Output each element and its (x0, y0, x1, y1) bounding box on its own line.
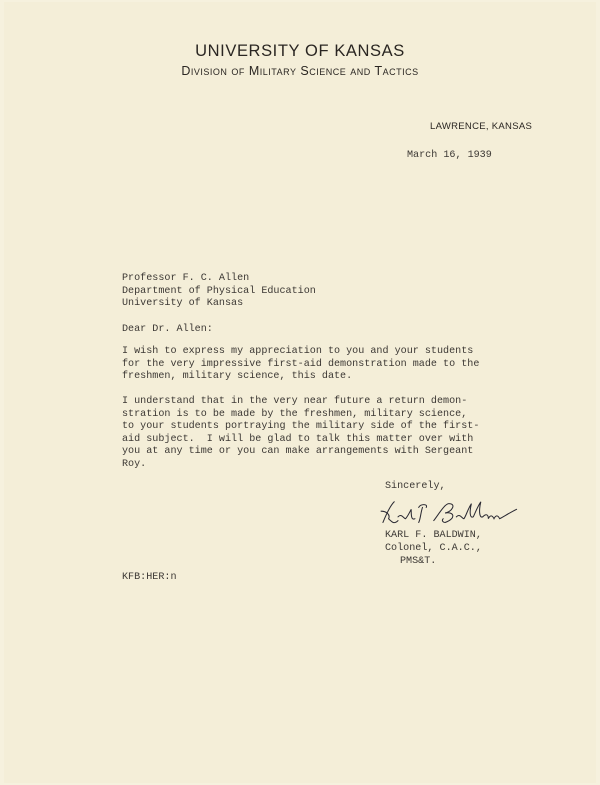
signatory-name: KARL F. BALDWIN, (385, 530, 482, 541)
letterhead-institution: UNIVERSITY OF KANSAS (195, 42, 405, 60)
letterhead-division: Division of Military Science and Tactics (181, 64, 419, 78)
body-line: Roy. (122, 458, 147, 470)
recipient-address (122, 273, 316, 311)
letter-paper (4, 2, 596, 783)
letterhead-location: LAWRENCE, KANSAS (430, 121, 533, 132)
body-line: I understand that in the very near future a return demon- (122, 396, 468, 407)
body-line: you at any time or you can make arrangements with Sergeant (122, 446, 474, 457)
body-line: to your students portraying the military side of the first- (122, 421, 480, 432)
letter-date: March 16, 1939 (407, 150, 492, 161)
body-line: stration is to be made by the freshmen, military science, (122, 408, 468, 420)
recipient-line: Department of Physical Education (122, 285, 316, 297)
recipient-line: University of Kansas (122, 298, 244, 309)
reference-initials: KFB:HER:n (122, 572, 177, 583)
salutation: Dear Dr. Allen: (122, 324, 213, 335)
paragraph-1 (122, 346, 479, 384)
body-line: for the very impressive first-aid demonstration made to the (122, 358, 480, 370)
body-line: freshmen, military science, this date. (122, 371, 353, 382)
signatory-rank: Colonel, C.A.C., (385, 543, 482, 554)
body-line: aid subject. I will be glad to talk this matter over with (122, 433, 474, 445)
handwritten-signature (372, 498, 552, 530)
closing: Sincerely, (385, 481, 446, 492)
body-line: I wish to express my appreciation to you and your students (122, 346, 474, 357)
signatory-title: PMS&T. (400, 556, 437, 567)
recipient-line: Professor F. C. Allen (122, 273, 250, 284)
paragraph-2 (122, 396, 479, 471)
